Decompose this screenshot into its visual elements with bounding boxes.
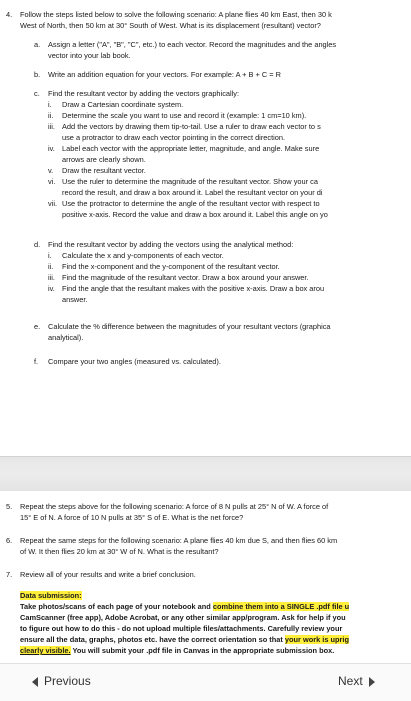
step-c-ii-number: ii. <box>48 111 54 120</box>
step-a-line-2: vector into your lab book. <box>48 51 131 60</box>
step-c-iv-number: iv. <box>48 144 55 153</box>
step-f-letter: f. <box>34 357 39 366</box>
question-7-line-1: Review all of your results and write a brief conclusion. <box>20 570 196 579</box>
page-separator <box>0 456 411 492</box>
question-4-line-2: West of North, then 50 km at 30° South of West. What is its displacement (resultant) vector? <box>20 21 321 30</box>
submission-line-4 <box>20 635 349 645</box>
step-e-line-1: Calculate the % difference between the magnitudes of your resultant vectors (graphica <box>48 322 331 331</box>
submission-line-4-start: ensure all the data, graphs, photos etc. have the correct orientation so that <box>20 635 285 644</box>
step-d-iii-number: iii. <box>48 273 55 282</box>
step-c-iii-line-1: Add the vectors by drawing them tip-to-tail. Use a ruler to draw each vector to s <box>62 122 321 131</box>
step-c-iv-line-2: arrows are clearly shown. <box>62 155 146 164</box>
question-4-number: 4. <box>6 10 13 19</box>
question-5-line-2: 15° E of N. A force of 10 N pulls at 35° S of E. What is the net force? <box>20 513 244 522</box>
step-c-vi-line-1: Use the ruler to determine the magnitude of the resultant vector. Show your ca <box>62 177 318 186</box>
step-a-letter: a. <box>34 40 41 49</box>
step-e-letter: e. <box>34 322 41 331</box>
previous-button[interactable] <box>32 674 91 690</box>
question-5-line-1: Repeat the steps above for the following scenario: A force of 8 N pulls at 25° N of W. A force of <box>20 502 329 511</box>
step-d-ii-number: ii. <box>48 262 54 271</box>
submission-line-1 <box>20 602 349 612</box>
step-e-line-2: analytical). <box>48 333 84 342</box>
question-4-line-1: Follow the steps listed below to solve the following scenario: A plane flies 40 km East, then 30 k <box>20 10 332 19</box>
submission-line-3: to figure out how to do this - do not upload multiple files/attachments. Carefully review your <box>20 624 343 633</box>
question-6-number: 6. <box>6 536 13 545</box>
step-c-line-1: Find the resultant vector by adding the vectors graphically: <box>48 89 240 98</box>
submission-line-1-highlight: combine them into a SINGLE .pdf file u <box>212 602 350 611</box>
previous-label: Previous <box>44 674 91 688</box>
question-6-line-1: Repeat the same steps for the following scenario: A plane flies 40 km due S, and then flies 60 km <box>20 536 338 545</box>
chevron-right-icon <box>369 677 375 687</box>
step-d-i-text: Calculate the x and y-components of each vector. <box>62 251 224 260</box>
step-c-iv-line-1: Label each vector with the appropriate letter, magnitude, and angle. Make sure <box>62 144 320 153</box>
step-b-letter: b. <box>34 70 41 79</box>
page-navigation-bar <box>0 663 411 701</box>
step-f-line-1: Compare your two angles (measured vs. calculated). <box>48 357 221 366</box>
question-6-line-2: of W. It then flies 20 km at 30° W of N. What is the resultant? <box>20 547 219 556</box>
step-d-letter: d. <box>34 240 41 249</box>
step-d-iv-line-1: Find the angle that the resultant makes with the positive x-axis. Draw a box arou <box>62 284 325 293</box>
step-c-vii-line-2: positive x-axis. Record the value and draw a box around it. Label this angle on yo <box>62 210 328 219</box>
submission-heading-text: Data submission: <box>20 591 82 600</box>
step-c-iii-number: iii. <box>48 122 55 131</box>
step-c-v-number: v. <box>48 166 54 175</box>
step-d-iv-line-2: answer. <box>62 295 88 304</box>
document-page-2 <box>0 491 411 663</box>
step-c-letter: c. <box>34 89 40 98</box>
step-d-ii-text: Find the x-component and the y-component of the resultant vector. <box>62 262 280 271</box>
step-c-v-text: Draw the resultant vector. <box>62 166 146 175</box>
step-c-vii-number: vii. <box>48 199 58 208</box>
step-c-i-number: i. <box>48 100 52 109</box>
question-7-number: 7. <box>6 570 13 579</box>
step-c-vii-line-1: Use the protractor to determine the angle of the resultant vector with respect to <box>62 199 320 208</box>
next-label: Next <box>338 674 363 688</box>
next-button[interactable] <box>338 674 375 690</box>
step-d-iv-number: iv. <box>48 284 55 293</box>
submission-line-2: CamScanner (free app), Adobe Acrobat, or any other similar app/program. Ask for help if you <box>20 613 346 622</box>
submission-line-4-highlight: your work is uprig <box>284 635 349 644</box>
question-5-number: 5. <box>6 502 13 511</box>
step-c-iii-line-2: use a protractor to draw each vector pointing in the correct direction. <box>62 133 286 142</box>
submission-line-5-highlight: clearly visible. <box>20 646 71 655</box>
chevron-left-icon <box>32 677 38 687</box>
step-c-i-text: Draw a Cartesian coordinate system. <box>62 100 184 109</box>
step-b-line-1: Write an addition equation for your vectors. For example: A + B + C = R <box>48 70 281 79</box>
step-a-line-1: Assign a letter ("A", "B", "C", etc.) to each vector. Record the magnitudes and the angles <box>48 40 337 49</box>
submission-line-1-start: Take photos/scans of each page of your notebook and <box>20 602 213 611</box>
submission-heading <box>20 591 82 601</box>
submission-line-5 <box>20 646 334 656</box>
step-d-line-1: Find the resultant vector by adding the vectors using the analytical method: <box>48 240 294 249</box>
step-c-vi-number: vi. <box>48 177 56 186</box>
step-d-iii-text: Find the magnitude of the resultant vector. Draw a box around your answer. <box>62 273 309 282</box>
step-d-i-number: i. <box>48 251 52 260</box>
step-c-vi-line-2: record the result, and draw a box around it. Label the resultant vector on your di <box>62 188 323 197</box>
submission-line-5-end: You will submit your .pdf file in Canvas in the appropriate submission box. <box>70 646 335 655</box>
step-c-ii-text: Determine the scale you want to use and record it (example: 1 cm=10 km). <box>62 111 307 120</box>
